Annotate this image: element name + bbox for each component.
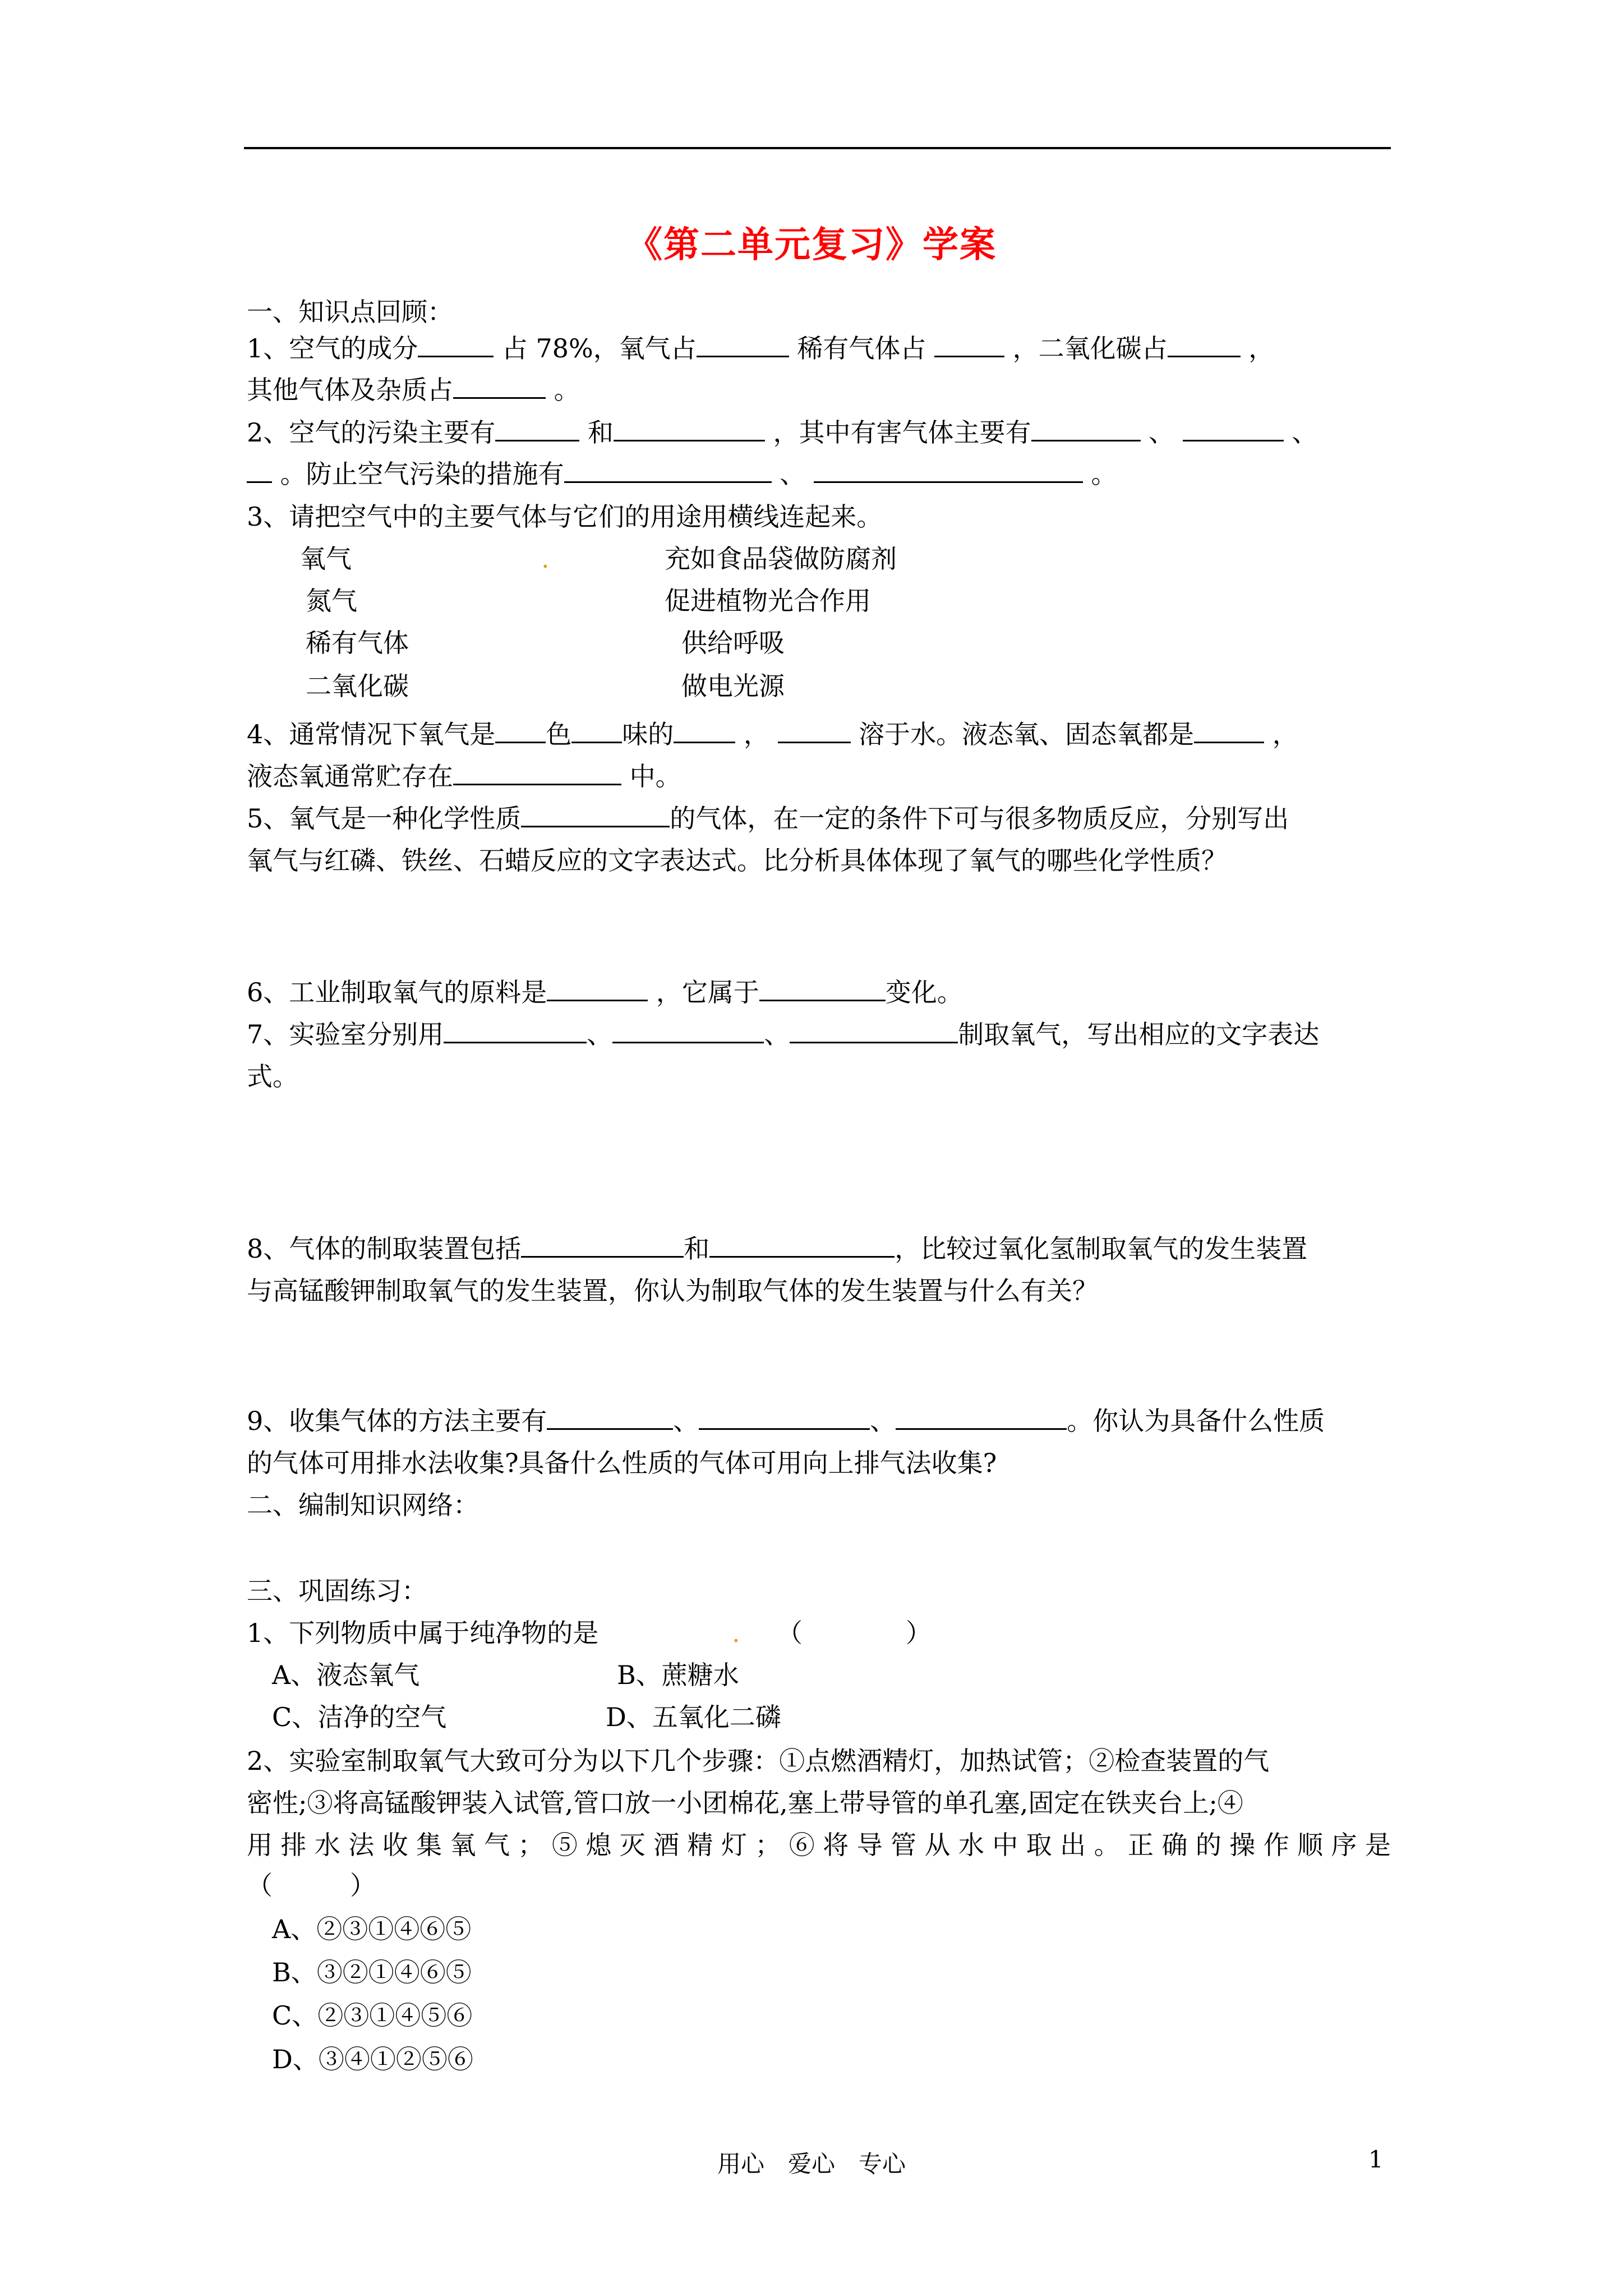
question-2-line-2	[247, 457, 1117, 491]
q9-text-c: 、	[870, 1406, 896, 1436]
question-9-line-1	[247, 1404, 1325, 1438]
q8-text-b: 和	[684, 1234, 710, 1264]
option-a[interactable]: A、液态氧气	[272, 1660, 420, 1690]
q4-text-c: 味的	[622, 719, 674, 749]
blank-field[interactable]	[614, 415, 765, 441]
q7-text-c: 、	[764, 1019, 790, 1050]
question-6	[247, 975, 963, 1010]
use-item: 做电光源	[681, 671, 785, 701]
q2-text-b: 和	[587, 417, 614, 448]
blank-field[interactable]	[697, 331, 789, 357]
blank-field[interactable]	[453, 759, 621, 785]
blank-field[interactable]	[699, 1404, 870, 1430]
q2-text-f: 。防止空气污染的措施有	[280, 459, 564, 489]
q1-text-e: ，	[1248, 333, 1275, 364]
blank-field[interactable]	[674, 717, 735, 743]
blank-field[interactable]	[564, 457, 772, 483]
question-7-line-1	[247, 1017, 1319, 1052]
gas-item: 二氧化碳	[306, 671, 409, 701]
exercise-2-line-1: 2、实验室制取氧气大致可分为以下几个步骤：①点燃酒精灯，加热试管；②检查装置的气	[247, 1746, 1270, 1776]
option-c[interactable]: C、②③①④⑤⑥	[272, 2000, 473, 2031]
use-item: 促进植物光合作用	[665, 586, 871, 616]
answer-parentheses[interactable]: （ ）	[247, 1870, 376, 1901]
blank-field[interactable]	[1031, 415, 1141, 441]
q7-text-a: 7、实验室分别用	[247, 1019, 444, 1050]
blank-field[interactable]	[934, 331, 1004, 357]
question-8-line-2: 与高锰酸钾制取氧气的发生装置，你认为制取气体的发生装置与什么有关？	[247, 1276, 1098, 1306]
blank-field[interactable]	[495, 717, 546, 743]
blank-field[interactable]	[571, 717, 622, 743]
q2-text-h: 。	[1091, 459, 1117, 489]
q4-text-e: 溶于水。液态氧、固态氧都是	[859, 719, 1195, 749]
blank-field[interactable]	[495, 415, 579, 441]
decorative-dot: .	[541, 544, 550, 574]
blank-field[interactable]	[814, 457, 1083, 483]
blank-field[interactable]	[790, 1017, 958, 1043]
q5-text-a: 5、氧气是一种化学性质	[247, 803, 522, 834]
section-review-heading: 一、知识点回顾：	[247, 297, 453, 327]
blank-field[interactable]	[547, 1404, 673, 1430]
q6-text-b: ，它属于	[656, 977, 759, 1007]
document-title: 《第二单元复习》学案	[626, 224, 997, 266]
q4-text-a: 4、通常情况下氧气是	[247, 719, 496, 749]
blank-field[interactable]	[521, 1231, 684, 1258]
exercise-2-line-2: 密性;③将高锰酸钾装入试管,管口放一小团棉花,塞上带导管的单孔塞,固定在铁夹台上;④	[247, 1788, 1243, 1818]
answer-parentheses[interactable]: （ ）	[777, 1618, 932, 1648]
exercise-2-line-3: 用排水法收集氧气；⑤熄灭酒精灯；⑥将导管从水中取出。正确的操作顺序是	[247, 1830, 1391, 1860]
q7-text-b: 、	[587, 1019, 613, 1050]
q4-text-d: ，	[743, 719, 769, 749]
question-7-line-2: 式。	[247, 1061, 298, 1092]
q1-text-c: 稀有气体占	[797, 333, 926, 364]
q9-text-d: 。你认为具备什么性质	[1067, 1406, 1325, 1436]
q2-text-e: 、	[1292, 417, 1318, 448]
question-2-line-1	[247, 415, 1317, 450]
q4-text-g: 液态氧通常贮存在	[247, 761, 453, 792]
q4-text-h: 中。	[629, 761, 681, 792]
question-5-line-2: 氧气与红磷、铁丝、石蜡反应的文字表达式。比分析具体体现了氧气的哪些化学性质？	[247, 845, 1227, 876]
option-c[interactable]: C、洁净的空气	[272, 1702, 447, 1732]
page-number: 1	[1368, 2146, 1384, 2173]
gas-item: 氧气	[300, 544, 352, 574]
option-d[interactable]: D、五氧化二磷	[606, 1702, 781, 1732]
q6-text-c: 变化。	[885, 977, 963, 1007]
use-item: 供给呼吸	[681, 628, 785, 658]
q2-text-a: 2、空气的污染主要有	[247, 417, 496, 448]
blank-field[interactable]	[709, 1231, 895, 1258]
q6-text-a: 6、工业制取氧气的原料是	[247, 977, 547, 1007]
gas-item: 氮气	[306, 586, 357, 616]
section-practice-heading: 三、巩固练习：	[247, 1576, 427, 1606]
q2-text-d: 、	[1149, 417, 1175, 448]
q8-text-c: ，比较过氧化氢制取氧气的发生装置	[895, 1234, 1308, 1264]
question-4-line-2	[247, 759, 681, 794]
q1-text-f: 其他气体及杂质占	[247, 375, 453, 405]
q7-text-d: 制取氧气，写出相应的文字表达	[958, 1019, 1320, 1050]
blank-field[interactable]	[444, 1017, 587, 1043]
q9-text-a: 9、收集气体的方法主要有	[247, 1406, 547, 1436]
blank-field[interactable]	[547, 975, 648, 1001]
blank-field[interactable]	[418, 331, 494, 357]
section-network-heading: 二、编制知识网络：	[247, 1490, 479, 1520]
q1-text-b: 占 78%，氧气占	[501, 333, 697, 364]
q4-text-f: ，	[1272, 719, 1298, 749]
question-9-line-2: 的气体可用排水法收集?具备什么性质的气体可用向上排气法收集?	[247, 1448, 997, 1478]
option-b[interactable]: B、蔗糖水	[617, 1660, 739, 1690]
exercise-1: 1、下列物质中属于纯净物的是	[247, 1618, 599, 1648]
blank-field[interactable]	[521, 801, 670, 827]
q1-text-d: ，二氧化碳占	[1012, 333, 1168, 364]
question-4-line-1	[247, 717, 1298, 752]
question-1-line-1	[247, 331, 1274, 366]
option-d[interactable]: D、③④①②⑤⑥	[272, 2044, 473, 2074]
blank-field[interactable]	[247, 457, 272, 483]
header-rule	[244, 147, 1391, 149]
blank-field[interactable]	[1168, 331, 1241, 357]
blank-field[interactable]	[896, 1404, 1067, 1430]
q4-text-b: 色	[546, 719, 572, 749]
q2-text-c: ，其中有害气体主要有	[773, 417, 1031, 448]
use-item: 充如食品袋做防腐剂	[665, 544, 897, 574]
option-a[interactable]: A、②③①④⑥⑤	[272, 1914, 472, 1944]
question-5-line-1	[247, 801, 1289, 836]
q1-text-g: 。	[554, 375, 580, 405]
q1-text-a: 1、空气的成分	[247, 333, 418, 364]
blank-field[interactable]	[453, 372, 546, 399]
question-1-line-2	[247, 372, 580, 407]
question-8-line-1	[247, 1231, 1307, 1266]
blank-field[interactable]	[1183, 415, 1284, 441]
page-footer: 用心 爱心 专心	[717, 2150, 906, 2178]
gas-item: 稀有气体	[306, 628, 409, 658]
blank-field[interactable]	[759, 975, 886, 1001]
q8-text-a: 8、气体的制取装置包括	[247, 1234, 522, 1264]
q5-text-b: 的气体，在一定的条件下可与很多物质反应，分别写出	[670, 803, 1289, 834]
q9-text-b: 、	[673, 1406, 699, 1436]
question-3: 3、请把空气中的主要气体与它们的用途用横线连起来。	[247, 501, 883, 532]
option-b[interactable]: B、③②①④⑥⑤	[272, 1957, 472, 1987]
decorative-dot: .	[732, 1618, 740, 1648]
blank-field[interactable]	[612, 1017, 764, 1043]
blank-field[interactable]	[1194, 717, 1264, 743]
q2-text-g: 、	[780, 459, 806, 489]
blank-field[interactable]	[778, 717, 851, 743]
